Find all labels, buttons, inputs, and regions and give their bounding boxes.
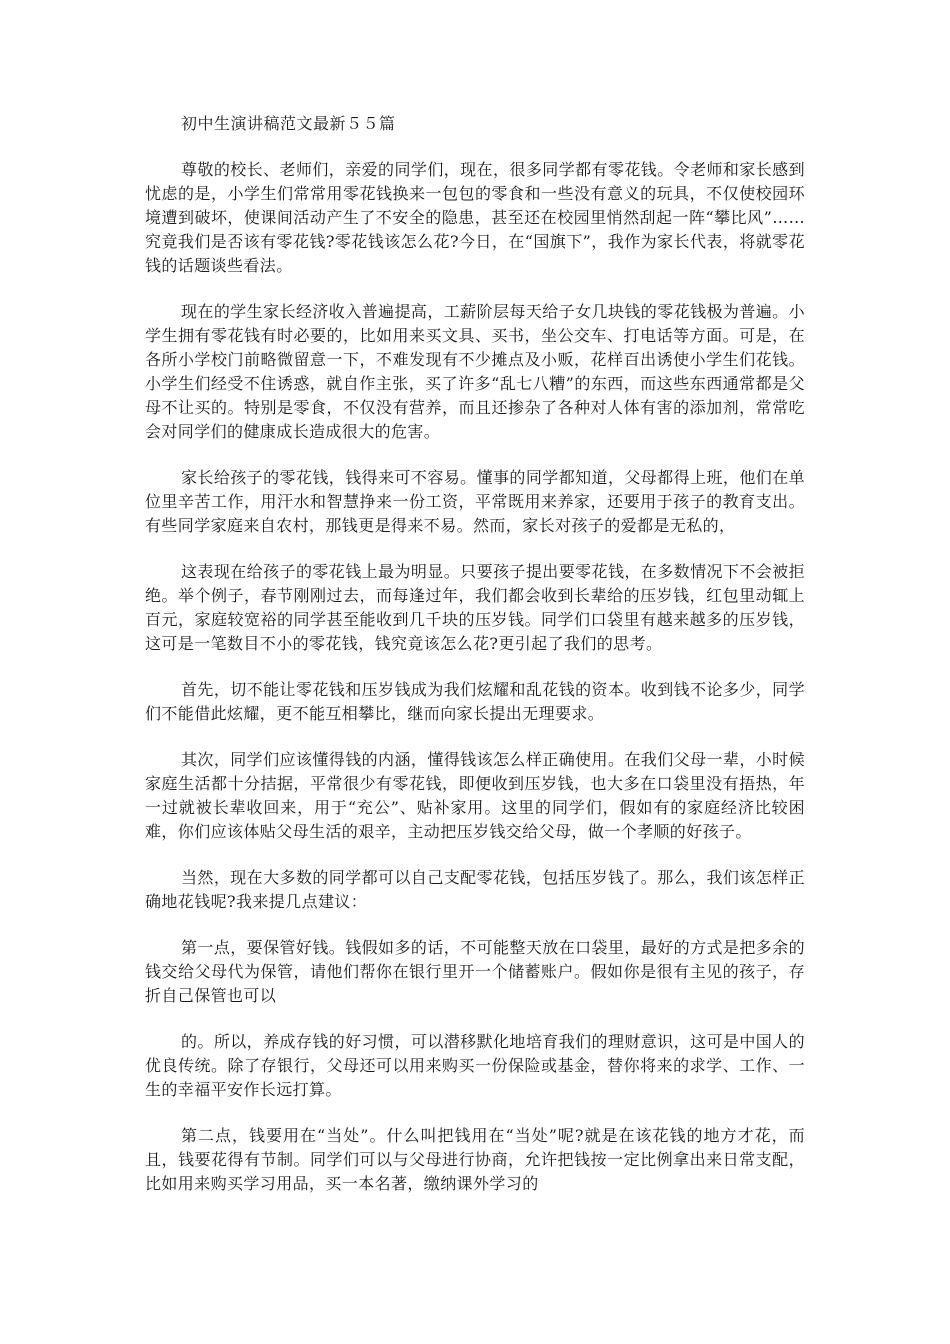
paragraph-5: 首先，切不能让零花钱和压岁钱成为我们炫耀和乱花钱的资本。收到钱不论多少，同学们不能借此炫耀，更不能互相攀比，继而向家长提出无理要求。 [145,680,805,723]
paragraph-3: 家长给孩子的零花钱，钱得来可不容易。懂事的同学都知道，父母都得上班，他们在单位里辛苦工作，用汗水和智慧挣来一份工资，平常既用来养家，还要用于孩子的教育支出。有些同学家庭来自农村，那钱更是得来不易。然而，家长对孩子的爱都是无私的， [145,468,805,535]
document-title: 初中生演讲稿范文最新５５篇 [181,114,396,133]
paragraph-10: 第二点，钱要用在“当处”。什么叫把钱用在“当处”呢?就是在该花钱的地方才花，而且，钱要花得有节制。同学们可以与父母进行协商，允许把钱按一定比例拿出来日常支配，比如用来购买学习用品，买一本名著，缴纳课外学习的 [145,1126,805,1193]
paragraph-7: 当然，现在大多数的同学都可以自己支配零花钱，包括压岁钱了。那么，我们该怎样正确地花钱呢?我来提几点建议： [145,868,805,911]
paragraph-8: 第一点，要保管好钱。钱假如多的话，不可能整天放在口袋里，最好的方式是把多余的钱交给父母代为保管，请他们帮你在银行里开一个储蓄账户。假如你是很有主见的孩子，存折自己保管也可以 [145,938,805,1005]
paragraph-4: 这表现在给孩子的零花钱上最为明显。只要孩子提出要零花钱，在多数情况下不会被拒绝。举个例子，春节刚刚过去，而每逢过年，我们都会收到长辈给的压岁钱，红包里动辄上百元，家庭较宽裕的同学甚至能收到几千块的压岁钱。同学们口袋里有越来越多的压岁钱，这可是一笔数目不小的零花钱，钱究竟该怎么花?更引起了我们的思考。 [145,562,805,653]
paragraph-6: 其次，同学们应该懂得钱的内涵，懂得钱该怎么样正确使用。在我们父母一辈，小时候家庭生活都十分拮据，平常很少有零花钱，即便收到压岁钱，也大多在口袋里没有捂热，年一过就被长辈收回来，用于“充公”、贴补家用。这里的同学们，假如有的家庭经济比较困难，你们应该体贴父母生活的艰辛，主动把压岁钱交给父母，做一个孝顺的好孩子。 [145,750,805,841]
paragraph-9: 的。所以，养成存钱的好习惯，可以潜移默化地培育我们的理财意识，这可是中国人的优良传统。除了存银行，父母还可以用来购买一份保险或基金，替你将来的求学、工作、一生的幸福平安作长远打算。 [145,1032,805,1099]
paragraph-1: 尊敬的校长、老师们，亲爱的同学们，现在，很多同学都有零花钱。令老师和家长感到忧虑的是，小学生们常常用零花钱换来一包包的零食和一些没有意义的玩具，不仅使校园环境遭到破坏，使课间活动产生了不安全的隐患，甚至还在校园里悄然刮起一阵“攀比风”……究竟我们是否该有零花钱?零花钱该怎么花?今日，在“国旗下”，我作为家长代表，将就零花钱的话题谈些看法。 [145,160,805,275]
paragraph-2: 现在的学生家长经济收入普遍提高，工薪阶层每天给子女几块钱的零花钱极为普遍。小学生拥有零花钱有时必要的，比如用来买文具、买书，坐公交车、打电话等方面。可是，在各所小学校门前略微留意一下，不难发现有不少摊点及小贩，花样百出诱使小学生们花钱。小学生们经受不住诱惑，就自作主张，买了许多“乱七八糟”的东西，而这些东西通常都是父母不让买的。特别是零食，不仅没有营养，而且还掺杂了各种对人体有害的添加剂，常常吃会对同学们的健康成长造成很大的危害。 [145,302,805,441]
document-page [145,112,805,1218]
